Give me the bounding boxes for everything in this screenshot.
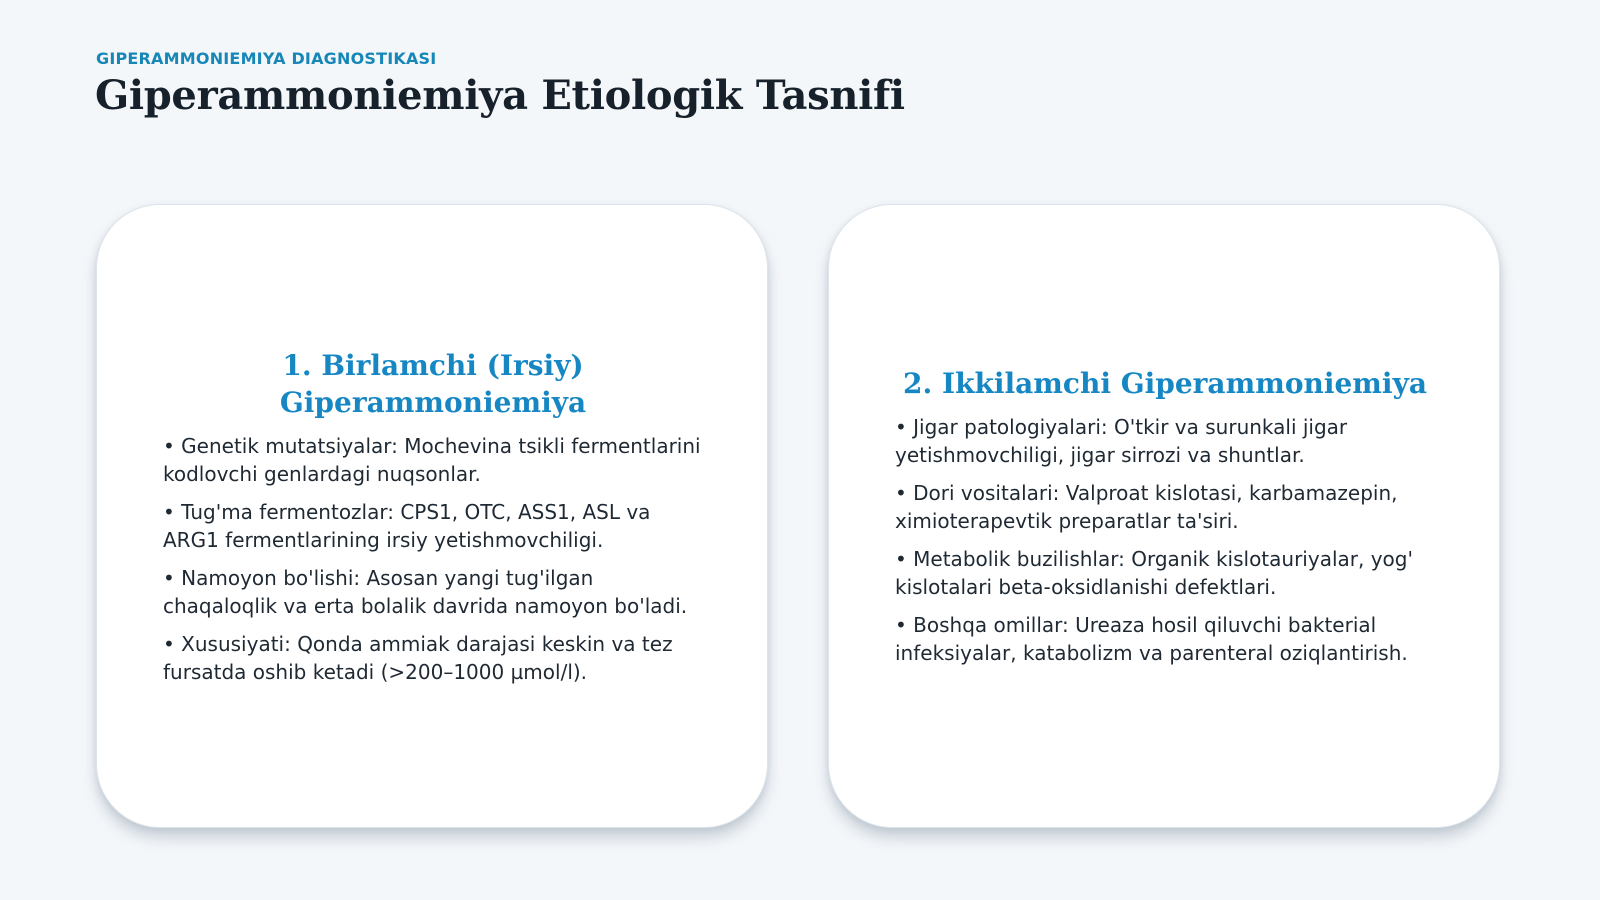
primary-hyperammonemia-card bbox=[96, 204, 768, 828]
page-title: Giperammoniemiya Etiologik Tasnifi bbox=[95, 72, 905, 119]
section-kicker: GIPERAMMONIEMIYA DIAGNOSTIKASI bbox=[96, 49, 437, 68]
secondary-hyperammonemia-card bbox=[828, 204, 1500, 828]
card-title: 2. Ikkilamchi Giperammoniemiya bbox=[903, 367, 1427, 400]
list-item: • Dori vositalari: Valproat kislotasi, karbamazepin, ximioterapevtik preparatlar ta'siri. bbox=[895, 481, 1398, 533]
bullet-list bbox=[895, 413, 1435, 667]
list-item: • Genetik mutatsiyalar: Mochevina tsikli fermentlarini kodlovchi genlardagi nuqsonlar. bbox=[163, 433, 701, 486]
list-item: • Metabolik buzilishlar: Organik kislotauriyalar, yog' kislotalari beta-oksidlanishi defektlari. bbox=[895, 547, 1413, 599]
bullet-list bbox=[163, 432, 703, 686]
list-item: • Jigar patologiyalari: O'tkir va surunkali jigar yetishmovchiligi, jigar sirrozi va shuntlar. bbox=[895, 415, 1348, 467]
list-item: • Tug'ma fermentozlar: CPS1, OTC, ASS1, ASL va ARG1 fermentlarining irsiy yetishmovchiligi. bbox=[163, 499, 651, 552]
list-item: • Boshqa omillar: Ureaza hosil qiluvchi bakterial infeksiyalar, katabolizm va parenteral oziqlantirish. bbox=[895, 613, 1408, 665]
list-item: • Namoyon bo'lishi: Asosan yangi tug'ilgan chaqaloqlik va erta bolalik davrida namoyon bo'ladi. bbox=[163, 565, 688, 618]
card-title: 1. Birlamchi (Irsiy) Giperammoniemiya bbox=[279, 348, 587, 419]
list-item: • Xususiyati: Qonda ammiak darajasi keskin va tez fursatda oshib ketadi (>200–1000 µmol/l). bbox=[163, 631, 673, 684]
